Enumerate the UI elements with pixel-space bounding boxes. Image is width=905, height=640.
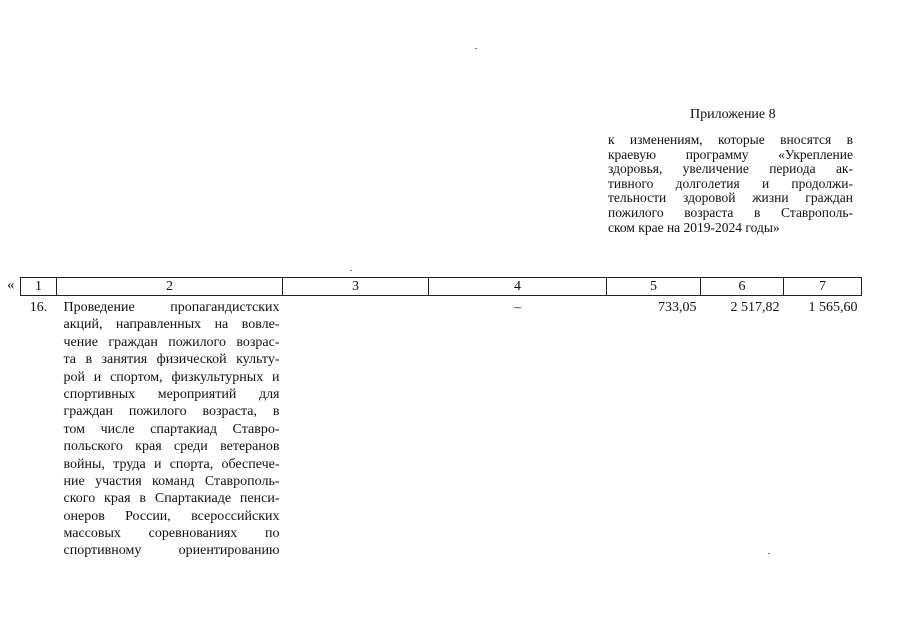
row-col4: –	[514, 300, 521, 315]
description-line: войны, труда и спорта, обеспече-	[63, 456, 280, 472]
description-line: польского края среди ветеранов	[63, 439, 280, 455]
description-line: чение граждан пожилого возрас-	[63, 334, 280, 350]
appendix-note-line: пожилого возраста в Ставрополь-	[608, 204, 853, 220]
description-line: массовых соревнованиях по	[63, 526, 280, 542]
table-row	[21, 296, 862, 560]
row-col3	[283, 296, 429, 560]
row-col7: 1 565,60	[808, 300, 858, 315]
column-header-1: 1	[21, 278, 57, 296]
scan-speck	[768, 553, 770, 554]
column-header-7: 7	[784, 278, 862, 296]
opening-quote: «	[7, 277, 15, 293]
row-col6: 2 517,82	[730, 300, 780, 315]
appendix-note-line: здоровья, увеличение периода ак-	[608, 161, 853, 177]
appendix-note-line: ском крае на 2019-2024 годы»	[608, 219, 780, 235]
column-header-5: 5	[607, 278, 701, 296]
column-header-3: 3	[283, 278, 429, 296]
appendix-note-line: к изменениям, которые вносятся в	[608, 132, 853, 147]
description-line: ского края в Спартакиаде пенси-	[63, 491, 280, 507]
scan-speck	[350, 270, 352, 271]
description-line: спортивному ориентированию	[63, 543, 280, 559]
description-line: акций, направленных на вовле-	[63, 317, 280, 333]
description-line: онеров России, всероссийских	[63, 508, 280, 524]
appendix-note	[608, 133, 853, 235]
description-line: граждан пожилого возраста, в	[63, 404, 280, 420]
appendix-title: Приложение 8	[690, 107, 776, 122]
column-header-6: 6	[701, 278, 784, 296]
table-header-row	[21, 278, 862, 296]
appendix-note-line: тивного долголетия и продолжи-	[608, 175, 853, 191]
row-description	[57, 296, 283, 560]
program-table	[20, 277, 862, 560]
scan-speck	[475, 48, 477, 49]
appendix-note-line: краевую программу «Укрепление	[608, 146, 853, 162]
description-line: спортивных мероприятий для	[63, 386, 280, 402]
description-line: рой и спортом, физкультурных и	[63, 369, 280, 385]
description-line: Проведение пропагандистских	[63, 300, 280, 315]
description-line: та в занятия физической культу-	[63, 352, 280, 368]
appendix-note-line: тельности здоровой жизни граждан	[608, 190, 853, 206]
description-line: том числе спартакиад Ставро-	[63, 421, 280, 437]
column-header-2: 2	[57, 278, 283, 296]
description-line: ние участия команд Ставрополь-	[63, 473, 280, 489]
column-header-4: 4	[429, 278, 607, 296]
row-number: 16.	[29, 300, 48, 315]
row-col5: 733,05	[658, 300, 697, 315]
